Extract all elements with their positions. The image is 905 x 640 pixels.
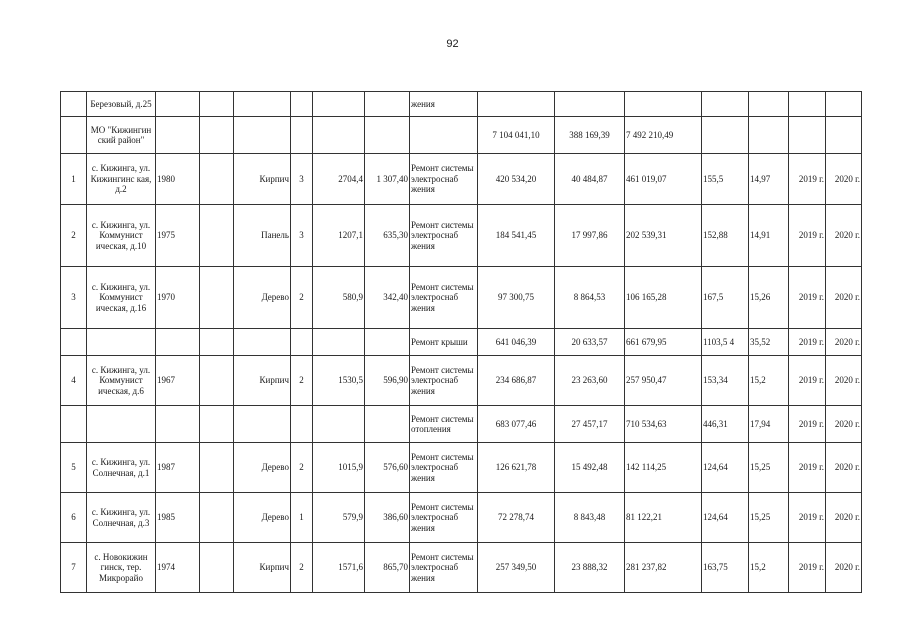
cell-area-living	[365, 92, 410, 117]
cell-start: 2019 г.	[789, 443, 826, 493]
table-row	[61, 329, 862, 356]
cell-empty	[200, 356, 234, 406]
cell-area-living: 596,90	[365, 356, 410, 406]
cell-unit-cost: 155,5	[702, 154, 749, 205]
cell-floors: 3	[291, 154, 313, 205]
cell-year	[156, 329, 200, 356]
cell-num: 1	[61, 154, 87, 205]
cell-work: Ремонт крыши	[410, 329, 478, 356]
cell-num	[61, 329, 87, 356]
cell-end	[826, 117, 862, 154]
cell-end: 2020 г.	[826, 356, 862, 406]
cell-year	[156, 406, 200, 443]
cell-limit: 14,91	[749, 205, 789, 267]
cell-end: 2020 г.	[826, 543, 862, 593]
cell-material: Кирпич	[234, 356, 291, 406]
cell-address: с. Кижинга, ул. Солнечная, д.1	[87, 443, 156, 493]
cell-year: 1987	[156, 443, 200, 493]
cell-work: Ремонт системы электроснаб жения	[410, 267, 478, 329]
cell-limit: 14,97	[749, 154, 789, 205]
cell-end: 2020 г.	[826, 154, 862, 205]
cell-unit-cost: 1103,5 4	[702, 329, 749, 356]
cell-limit	[749, 92, 789, 117]
cell-area-living: 865,70	[365, 543, 410, 593]
cell-year: 1967	[156, 356, 200, 406]
cell-district-name: МО "Кижингин ский район"	[87, 117, 156, 154]
cell-limit: 35,52	[749, 329, 789, 356]
cell-cost1: 683 077,46	[478, 406, 555, 443]
cell-district-cost-total: 7 104 041,10	[478, 117, 555, 154]
cell-area-total	[313, 117, 365, 154]
cell-floors: 2	[291, 356, 313, 406]
cell-area-total: 1015,9	[313, 443, 365, 493]
cell-cost2: 23 888,32	[555, 543, 625, 593]
cell-floors	[291, 117, 313, 154]
cell-address: с. Кижинга, ул. Коммунист ическая, д.6	[87, 356, 156, 406]
cell-cost3: 281 237,82	[625, 543, 702, 593]
cell-empty	[200, 92, 234, 117]
cell-start: 2019 г.	[789, 493, 826, 543]
cell-unit-cost: 167,5	[702, 267, 749, 329]
cell-empty	[200, 543, 234, 593]
cell-empty	[200, 205, 234, 267]
cell-empty	[200, 443, 234, 493]
cell-num: 2	[61, 205, 87, 267]
cell-address: с. Новокижин гинск, тер. Микрорайо	[87, 543, 156, 593]
cell-cost2: 27 457,17	[555, 406, 625, 443]
cell-district-cost-sum: 7 492 210,49	[625, 117, 702, 154]
cell-cost1: 641 046,39	[478, 329, 555, 356]
cell-area-living	[365, 117, 410, 154]
cell-num: 5	[61, 443, 87, 493]
cell-material	[234, 406, 291, 443]
cell-start	[789, 92, 826, 117]
cell-limit: 15,25	[749, 493, 789, 543]
cell-limit: 15,25	[749, 443, 789, 493]
cell-floors: 1	[291, 493, 313, 543]
cell-limit: 15,2	[749, 356, 789, 406]
cell-cost2: 40 484,87	[555, 154, 625, 205]
cell-work	[410, 117, 478, 154]
cell-area-total	[313, 329, 365, 356]
repair-table	[60, 91, 862, 593]
cell-start: 2019 г.	[789, 267, 826, 329]
cell-cost3: 257 950,47	[625, 356, 702, 406]
cell-cost3: 661 679,95	[625, 329, 702, 356]
cell-cost2	[555, 92, 625, 117]
cell-floors: 2	[291, 443, 313, 493]
cell-area-living: 1 307,40	[365, 154, 410, 205]
cell-unit-cost	[702, 117, 749, 154]
table-row-continuation	[61, 92, 862, 117]
cell-work: Ремонт системы электроснаб жения	[410, 154, 478, 205]
cell-area-total	[313, 92, 365, 117]
cell-cost1: 184 541,45	[478, 205, 555, 267]
cell-end	[826, 92, 862, 117]
cell-limit	[749, 117, 789, 154]
cell-work: Ремонт системы электроснаб жения	[410, 356, 478, 406]
cell-area-living	[365, 329, 410, 356]
cell-cost3: 461 019,07	[625, 154, 702, 205]
table-row	[61, 205, 862, 267]
table-row	[61, 154, 862, 205]
cell-cost3: 202 539,31	[625, 205, 702, 267]
cell-area-living: 576,60	[365, 443, 410, 493]
cell-cost2: 8 843,48	[555, 493, 625, 543]
cell-year: 1974	[156, 543, 200, 593]
cell-year	[156, 117, 200, 154]
table-row	[61, 543, 862, 593]
table-row	[61, 267, 862, 329]
cell-work: Ремонт системы электроснаб жения	[410, 493, 478, 543]
cell-material: Панель	[234, 205, 291, 267]
table-row	[61, 493, 862, 543]
cell-unit-cost: 152,88	[702, 205, 749, 267]
cell-empty	[200, 267, 234, 329]
cell-num: 6	[61, 493, 87, 543]
cell-cost3: 142 114,25	[625, 443, 702, 493]
cell-start	[789, 117, 826, 154]
cell-unit-cost: 124,64	[702, 443, 749, 493]
cell-cost3: 106 165,28	[625, 267, 702, 329]
cell-address: с. Кижинга, ул. Кижингинс кая, д.2	[87, 154, 156, 205]
cell-work: Ремонт системы электроснаб жения	[410, 443, 478, 493]
cell-address: с. Кижинга, ул. Коммунист ическая, д.10	[87, 205, 156, 267]
cell-limit: 17,94	[749, 406, 789, 443]
cell-work: Ремонт системы отопления	[410, 406, 478, 443]
cell-start: 2019 г.	[789, 154, 826, 205]
cell-end: 2020 г.	[826, 406, 862, 443]
cell-address	[87, 406, 156, 443]
cell-start: 2019 г.	[789, 406, 826, 443]
cell-area-total: 580,9	[313, 267, 365, 329]
cell-cost1: 234 686,87	[478, 356, 555, 406]
cell-empty	[200, 329, 234, 356]
cell-work: Ремонт системы электроснаб жения	[410, 543, 478, 593]
cell-num	[61, 406, 87, 443]
cell-area-total: 2704,4	[313, 154, 365, 205]
cell-area-total: 579,9	[313, 493, 365, 543]
cell-unit-cost: 153,34	[702, 356, 749, 406]
cell-empty	[200, 117, 234, 154]
cell-end: 2020 г.	[826, 267, 862, 329]
cell-year: 1985	[156, 493, 200, 543]
cell-area-living: 386,60	[365, 493, 410, 543]
cell-num	[61, 117, 87, 154]
cell-end: 2020 г.	[826, 205, 862, 267]
cell-work: жения	[410, 92, 478, 117]
cell-area-total	[313, 406, 365, 443]
cell-material	[234, 329, 291, 356]
cell-start: 2019 г.	[789, 329, 826, 356]
cell-cost2: 20 633,57	[555, 329, 625, 356]
cell-start: 2019 г.	[789, 356, 826, 406]
cell-cost3: 710 534,63	[625, 406, 702, 443]
cell-limit: 15,26	[749, 267, 789, 329]
cell-address: Березовый, д.25	[87, 92, 156, 117]
cell-cost1: 72 278,74	[478, 493, 555, 543]
cell-material: Дерево	[234, 443, 291, 493]
cell-floors: 2	[291, 267, 313, 329]
cell-cost3: 81 122,21	[625, 493, 702, 543]
cell-floors	[291, 406, 313, 443]
cell-material: Кирпич	[234, 543, 291, 593]
cell-start: 2019 г.	[789, 543, 826, 593]
cell-empty	[200, 493, 234, 543]
cell-end: 2020 г.	[826, 443, 862, 493]
cell-num: 3	[61, 267, 87, 329]
cell-unit-cost: 163,75	[702, 543, 749, 593]
cell-unit-cost: 446,31	[702, 406, 749, 443]
cell-district-cost-other: 388 169,39	[555, 117, 625, 154]
cell-num: 4	[61, 356, 87, 406]
cell-material	[234, 117, 291, 154]
cell-area-living: 635,30	[365, 205, 410, 267]
cell-year: 1980	[156, 154, 200, 205]
cell-floors	[291, 329, 313, 356]
cell-limit: 15,2	[749, 543, 789, 593]
table-row	[61, 443, 862, 493]
cell-floors	[291, 92, 313, 117]
cell-cost1: 420 534,20	[478, 154, 555, 205]
page-number: 92	[446, 38, 459, 50]
cell-address	[87, 329, 156, 356]
cell-work: Ремонт системы электроснаб жения	[410, 205, 478, 267]
cell-material: Дерево	[234, 493, 291, 543]
cell-floors: 3	[291, 205, 313, 267]
cell-address: с. Кижинга, ул. Солнечная, д.3	[87, 493, 156, 543]
cell-cost2: 23 263,60	[555, 356, 625, 406]
cell-empty	[200, 406, 234, 443]
cell-material: Дерево	[234, 267, 291, 329]
cell-end: 2020 г.	[826, 493, 862, 543]
cell-cost1: 257 349,50	[478, 543, 555, 593]
cell-unit-cost: 124,64	[702, 493, 749, 543]
cell-area-total: 1571,6	[313, 543, 365, 593]
cell-num: 7	[61, 543, 87, 593]
cell-empty	[200, 154, 234, 205]
cell-material	[234, 92, 291, 117]
cell-area-total: 1530,5	[313, 356, 365, 406]
cell-year: 1975	[156, 205, 200, 267]
cell-end: 2020 г.	[826, 329, 862, 356]
cell-year: 1970	[156, 267, 200, 329]
cell-cost1: 97 300,75	[478, 267, 555, 329]
table-row	[61, 356, 862, 406]
cell-cost2: 8 864,53	[555, 267, 625, 329]
table-row	[61, 406, 862, 443]
cell-cost1	[478, 92, 555, 117]
cell-cost2: 15 492,48	[555, 443, 625, 493]
cell-year	[156, 92, 200, 117]
cell-area-total: 1207,1	[313, 205, 365, 267]
table-row-district	[61, 117, 862, 154]
cell-address: с. Кижинга, ул. Коммунист ическая, д.16	[87, 267, 156, 329]
cell-floors: 2	[291, 543, 313, 593]
cell-cost3	[625, 92, 702, 117]
cell-start: 2019 г.	[789, 205, 826, 267]
cell-cost1: 126 621,78	[478, 443, 555, 493]
cell-area-living	[365, 406, 410, 443]
cell-material: Кирпич	[234, 154, 291, 205]
cell-unit-cost	[702, 92, 749, 117]
cell-area-living: 342,40	[365, 267, 410, 329]
cell-num	[61, 92, 87, 117]
cell-cost2: 17 997,86	[555, 205, 625, 267]
